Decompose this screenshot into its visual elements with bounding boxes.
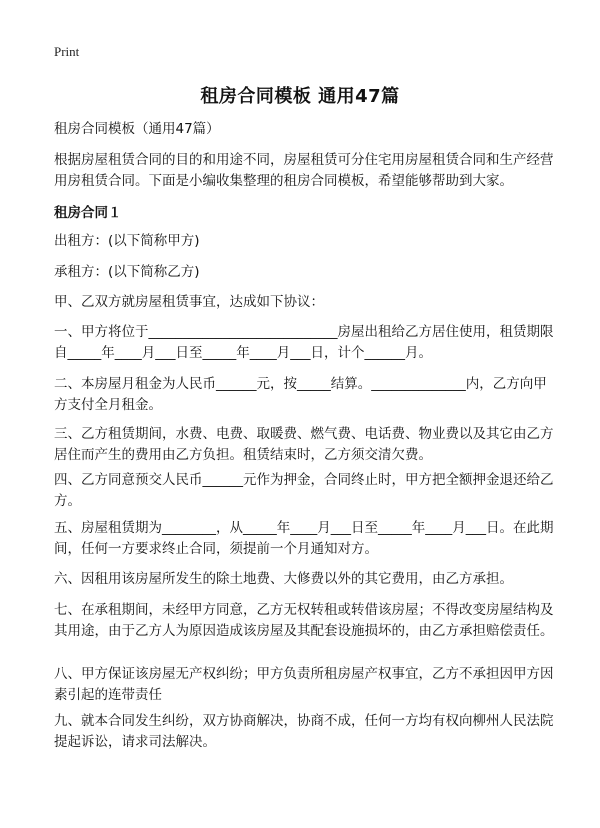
document-subtitle: 租房合同模板（通用47篇）: [54, 121, 220, 137]
contract-heading: 租房合同１: [54, 205, 122, 221]
agreement-line: 甲、乙双方就房屋租赁事宜，达成如下协议：: [54, 294, 324, 310]
intro-paragraph: 根据房屋租赁合同的目的和用途不同，房屋租赁可分住宅用房屋租赁合同和生产经营用房租赁合同。下面是小编收集整理的租房合同模板，希望能够帮助到大家。: [54, 152, 554, 189]
clause-1: 一、甲方将位于____________________________房屋出租给乙方居住使用，租赁期限自_____年____月___日至_____年____月___日，计个______月。: [54, 324, 554, 361]
clause-2: 二、本房屋月租金为人民币______元，按_____结算。______________内，乙方向甲方支付全月租金。: [54, 376, 547, 413]
lessor-line: 出租方：(以下简称甲方): [54, 233, 200, 249]
clause-7: 七、在承租期间，未经甲方同意，乙方无权转租或转借该房屋；不得改变房屋结构及其用途，由于乙方人为原因造成该房屋及其配套设施损坏的，由乙方承担赔偿责任。: [54, 602, 554, 639]
clause-3: 三、乙方租赁期间，水费、电费、取暖费、燃气费、电话费、物业费以及其它由乙方居住而产生的费用由乙方负担。租赁结束时，乙方须交清欠费。: [54, 426, 554, 463]
lessee-line: 承租方：(以下简称乙方): [54, 264, 200, 280]
document-title: 租房合同模板 通用47篇: [200, 86, 400, 107]
clause-6: 六、因租用该房屋所发生的除土地费、大修费以外的其它费用，由乙方承担。: [54, 571, 513, 587]
clause-9: 九、就本合同发生纠纷，双方协商解决，协商不成，任何一方均有权向柳州人民法院提起诉讼，请求司法解决。: [54, 713, 554, 750]
clause-8: 八、甲方保证该房屋无产权纠纷；甲方负责所租房屋产权事宜，乙方不承担因甲方因素引起的连带责任: [54, 666, 554, 703]
clause-5: 五、房屋租赁期为________，从_____年____月___日至_____年____月___日。在此期间，任何一方要求终止合同，须提前一个月通知对方。: [54, 520, 554, 557]
print-link[interactable]: Print: [54, 44, 80, 59]
clause-4: 四、乙方同意预交人民币______元作为押金，合同终止时，甲方把全额押金退还给乙方。: [54, 472, 554, 509]
